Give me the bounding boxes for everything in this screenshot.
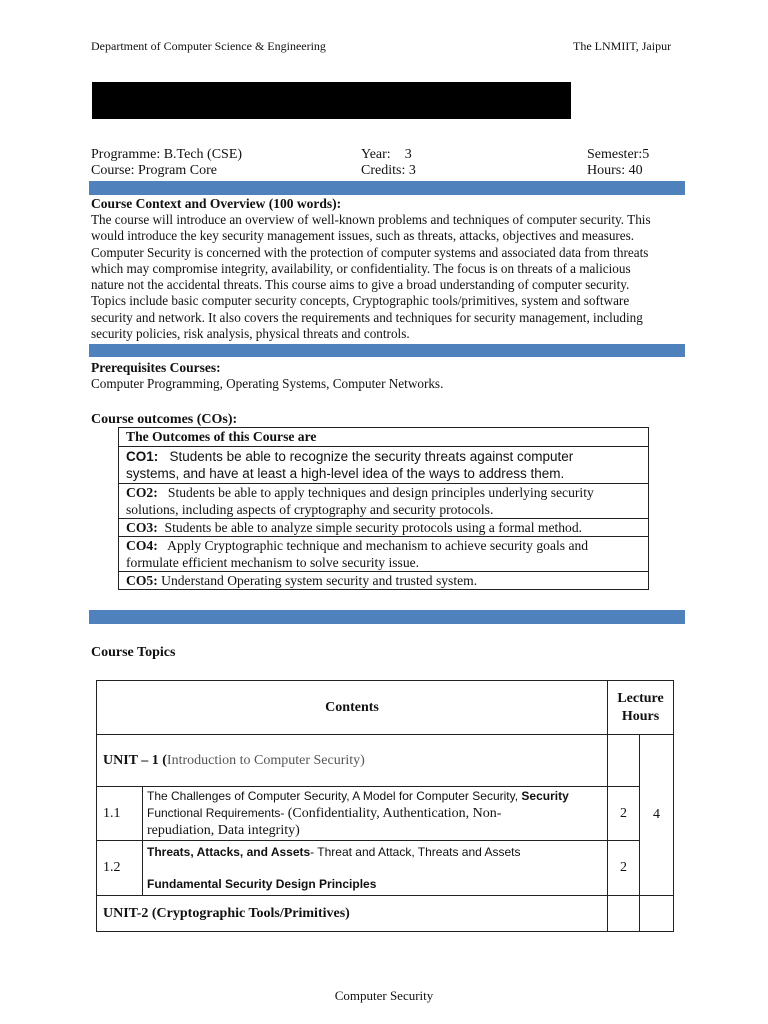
section-divider <box>89 344 685 357</box>
co2-cell <box>119 484 649 519</box>
unit1-prefix: UNIT – 1 ( <box>103 752 167 768</box>
outcomes-title-row <box>119 428 649 447</box>
co2-code: CO2: <box>126 485 158 500</box>
co1-line1: Students be able to recognize the security threats against computer <box>169 449 574 464</box>
contents-header: Contents <box>97 681 608 735</box>
topic-text: repudiation, Data integrity) <box>147 823 300 838</box>
course-type: Course: Program Core <box>91 163 217 178</box>
topics-heading: Course Topics <box>91 645 176 660</box>
topic-hours: 2 <box>608 787 640 841</box>
overview-line: The course will introduce an overview of well-known problems and techniques of computer security. This <box>91 212 651 227</box>
overview-text <box>91 212 678 342</box>
co-row <box>119 447 649 484</box>
overview-line: Computer Security is concerned with the protection of computer systems and associated data from threats <box>91 244 649 260</box>
co5-cell <box>119 572 649 590</box>
topic-text-bold: Threats, Attacks, and Assets <box>147 845 311 859</box>
unit1-name: Introduction to Computer Security) <box>166 752 365 768</box>
topic-description <box>143 841 608 896</box>
hours: Hours: 40 <box>587 163 643 178</box>
topics-header-row <box>97 681 674 735</box>
topic-row <box>97 841 674 896</box>
co-row <box>119 537 649 572</box>
unit2-hours-cell <box>608 896 640 932</box>
overview-line: security policies, risk analysis, physical threats and controls. <box>91 326 410 342</box>
outcomes-heading: Course outcomes (COs): <box>91 412 238 427</box>
unit1-row <box>97 735 674 787</box>
outcomes-table-title: The Outcomes of this Course are <box>119 428 649 447</box>
section-divider <box>89 181 685 195</box>
lecture-hours-header <box>608 681 674 735</box>
co2-line1: Students be able to apply techniques and design principles underlying security <box>167 485 594 500</box>
co3-line1: Students be able to analyze simple security protocols using a formal method. <box>164 520 583 535</box>
topic-row <box>97 787 674 841</box>
topic-text-bold: Fundamental Security Design Principles <box>147 877 377 891</box>
overview-heading: Course Context and Overview (100 words): <box>91 196 342 211</box>
co1-line2: systems, and have at least a high-level idea of the ways to address them. <box>126 466 565 481</box>
unit2-title: UNIT-2 (Cryptographic Tools/Primitives) <box>97 896 608 932</box>
co5-code: CO5: <box>126 573 158 588</box>
co4-line1: Apply Cryptographic technique and mechanism to achieve security goals and <box>167 538 589 553</box>
topics-table <box>96 680 674 932</box>
overview-line: Topics include basic computer security concepts, Cryptographic tools/primitives, system and software <box>91 293 630 309</box>
co3-code: CO3: <box>126 520 158 535</box>
overview-line: security and network. It also covers the requirements and techniques for security management, including <box>91 309 643 325</box>
topic-text: Functional Requirements- <box>147 806 288 820</box>
topic-description <box>143 787 608 841</box>
co-row <box>119 484 649 519</box>
co2-line2: solutions, including aspects of cryptography and security protocols. <box>126 502 494 517</box>
co3-cell <box>119 519 649 537</box>
co-row <box>119 572 649 590</box>
co1-cell <box>119 447 649 484</box>
unit2-total-cell <box>640 896 674 932</box>
topic-text: - Threat and Attack, Threats and Assets <box>310 845 521 859</box>
co1-code: CO1: <box>126 449 159 464</box>
unit1-title <box>97 735 608 787</box>
overview-line: nature not the accidental threats. This course aims to give a broad understanding of computer security. <box>91 277 630 293</box>
credits: Credits: 3 <box>361 163 416 178</box>
year-value: 3 <box>404 147 412 162</box>
header-institute: The LNMIIT, Jaipur <box>573 39 672 53</box>
topic-hours: 2 <box>608 841 640 896</box>
section-divider <box>89 610 685 624</box>
year <box>361 147 412 163</box>
hours-label: Hours <box>621 708 660 724</box>
outcomes-table <box>118 427 649 590</box>
lecture-label: Lecture <box>617 690 664 706</box>
header-department: Department of Computer Science & Engineering <box>91 39 326 53</box>
co4-line2: formulate efficient mechanism to solve security issue. <box>126 555 420 570</box>
semester: Semester:5 <box>587 147 650 162</box>
topic-text-bold: Security <box>521 789 569 803</box>
unit1-hours-cell <box>608 735 640 787</box>
co5-line1: Understand Operating system security and trusted system. <box>161 573 478 588</box>
page-footer: Computer Security <box>334 988 434 1003</box>
co4-cell <box>119 537 649 572</box>
topic-text: The Challenges of Computer Security, A Model for Computer Security, <box>147 789 522 803</box>
co-row <box>119 519 649 537</box>
topic-text: (Confidentiality, Authentication, Non- <box>287 806 502 821</box>
prerequisites-heading: Prerequisites Courses: <box>91 360 221 375</box>
topic-number: 1.1 <box>97 787 143 841</box>
unit1-total-hours: 4 <box>640 735 674 896</box>
co4-code: CO4: <box>126 538 158 553</box>
overview-line: which may compromise integrity, availability, or confidentiality. The focus is on threats of a malicious <box>91 260 631 276</box>
year-label: Year: <box>361 147 391 162</box>
unit2-row <box>97 896 674 932</box>
redacted-title <box>92 82 571 119</box>
programme: Programme: B.Tech (CSE) <box>91 147 243 162</box>
prerequisites-text: Computer Programming, Operating Systems, Computer Networks. <box>91 376 444 391</box>
topic-number: 1.2 <box>97 841 143 896</box>
overview-line: would introduce the key security management issues, such as threats, attacks, objectives and measures. <box>91 228 635 244</box>
